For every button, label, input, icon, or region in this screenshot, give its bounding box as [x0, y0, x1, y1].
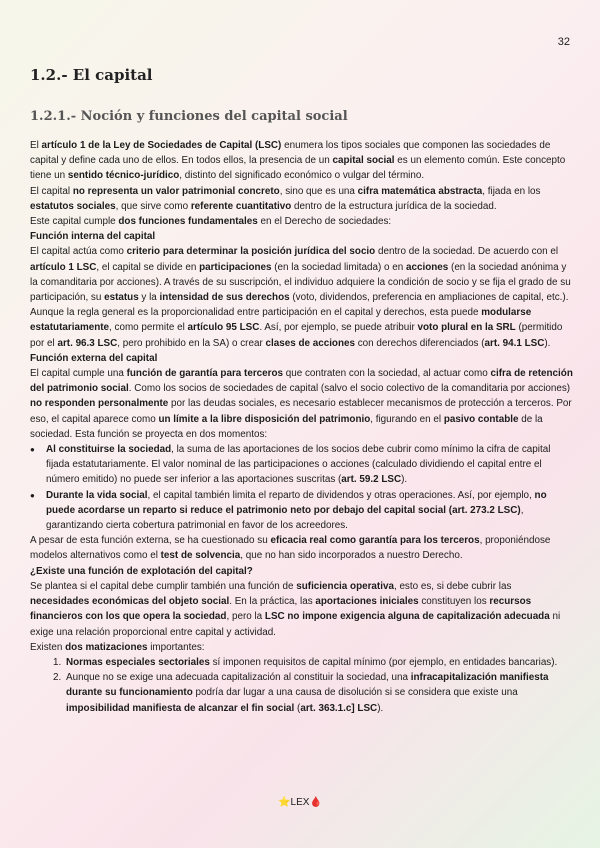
bold-text: dos funciones fundamentales	[118, 216, 258, 228]
paragraph-exploitation-2: Existen dos matizaciones importantes:	[30, 641, 205, 653]
section-title: 1.2.- El capital	[30, 66, 153, 84]
bold-text: dos matizaciones	[65, 641, 148, 653]
bold-text: voto plural en la SRL	[417, 322, 516, 334]
bold-text: Durante la vida social	[46, 489, 148, 501]
bold-text: función de garantía para terceros	[126, 368, 284, 380]
heading-internal-function: Función interna del capital	[30, 231, 156, 243]
bold-text: art. 59.2 LSC	[341, 474, 402, 486]
bold-text: recursos financieros con los que opera la sociedad	[30, 596, 532, 623]
bold-text: no puede acordarse un reparto si reduce el patrimonio neto por debajo del capital social (art. 273.2 LSC)	[46, 489, 547, 516]
page-number: 32	[557, 36, 570, 48]
bold-text: Normas especiales sectoriales	[66, 656, 210, 668]
brand-name: LEX	[290, 797, 310, 808]
paragraph-intro: El artículo 1 de la Ley de Sociedades de Capital (LSC) enumera los tipos sociales que componen las sociedades de capital y define cada uno de ellos. En todos ellos, la presencia de un capital social es un elemento común. Este concepto tiene un sentido técnico-jurídico, distinto del significado económico o vulgar del término.	[30, 140, 566, 182]
bold-text: suficiencia operativa	[296, 580, 394, 592]
numbered-item: 1. Normas especiales sectoriales sí imponen requisitos de capital mínimo (por ejemplo, en entidades bancarias).	[64, 655, 573, 670]
bold-text: modularse estatutariamente	[30, 307, 532, 334]
paragraph-definition: El capital no representa un valor patrimonial concreto, sino que es una cifra matemática abstracta, fijada en los estatutos sociales, que sirve como referente cuantitativo dentro de la estructura jurídica de la sociedad.	[30, 185, 541, 212]
bold-text: no responden personalmente	[30, 398, 169, 410]
bold-text: estatutos sociales	[30, 200, 116, 212]
star-icon: ⭐	[278, 797, 291, 808]
bold-text: imposibilidad manifiesta de alcanzar el fin social	[66, 702, 295, 714]
paragraph-external-1: El capital cumple una función de garantía para terceros que contraten con la sociedad, al actuar como cifra de retención del patrimonio social. Como los socios de sociedades de capital (salvo el socio colectivo de la comanditaria por acciones) no responden personalmente por las deudas sociales, es necesario establecer mecanismos de protección a terceros. Por eso, el capital aparece como un límite a la libre disposición del patrimonio, figurando en el pasivo contable de la sociedad. Esta función se proyecta en dos momentos:	[30, 368, 573, 440]
paragraph-functions-intro: Este capital cumple dos funciones fundamentales en el Derecho de sociedades:	[30, 216, 392, 228]
bold-text: artículo 95 LSC	[187, 322, 260, 334]
paragraph-external-2: A pesar de esta función externa, se ha cuestionado su eficacia real como garantía para los terceros, proponiéndose modelos alternativos como el test de solvencia, que no han sido incorporados a nuestro Derecho.	[30, 535, 551, 562]
heading-exploitation-function: ¿Existe una función de explotación del capital?	[30, 565, 253, 577]
paragraph-exploitation-1: Se plantea si el capital debe cumplir también una función de suficiencia operativa, esto es, si debe cubrir las necesidades económicas del objeto social. En la práctica, las aportaciones iniciales constituyen los recursos financieros con los que opera la sociedad, pero la LSC no impone exigencia alguna de capitalización adecuada ni exige una relación proporcional entre capital y actividad.	[30, 580, 561, 638]
bold-text: cifra de retención del patrimonio social	[30, 368, 573, 395]
bold-text: necesidades económicas del objeto social	[30, 596, 230, 608]
bold-text: artículo 1 de la Ley de Sociedades de Capital (LSC)	[41, 140, 282, 151]
bold-text: referente cuantitativo	[190, 200, 292, 212]
paragraph-internal-2: Aunque la regla general es la proporcionalidad entre participación en el capital y derechos, esta puede modularse estatutariamente, como permite el artículo 95 LSC. Así, por ejemplo, se puede atribuir voto plural en la SRL (permitido por el art. 96.3 LSC, pero prohibido en la SA) o crear clases de acciones con derechos diferenciados (art. 94.1 LSC).	[30, 307, 563, 349]
bold-text: eficacia real como garantía para los terceros	[270, 535, 480, 547]
bold-text: art. 363.1.c] LSC	[300, 702, 378, 714]
subsection-title: 1.2.1.- Noción y funciones del capital social	[30, 109, 348, 124]
bullet-item: ● Al constituirse la sociedad, la suma de las aportaciones de los socios debe cubrir como mínimo la cifra de capital fijada estatutariamente. El valor nominal de las participaciones o acciones (calculado dividiendo el capital entre el número emitido) no puede ser inferior a las aportaciones suscritas (art. 59.2 LSC).	[43, 442, 573, 488]
bold-text: sentido técnico-jurídico	[67, 170, 180, 182]
bold-text: un límite a la libre disposición del patrimonio	[158, 413, 371, 425]
numbered-item: 2. Aunque no se exige una adecuada capitalización al constituir la sociedad, una infracapitalización manifiesta durante su funcionamiento podría dar lugar a una causa de disolución si se considera que existe una imposibilidad manifiesta de alcanzar el fin social (art. 363.1.c] LSC).	[64, 670, 573, 716]
exploitation-numbered-list	[30, 655, 573, 716]
heading-external-function: Función externa del capital	[30, 352, 158, 364]
bold-text: pasivo contable	[443, 413, 519, 425]
document-body	[30, 138, 573, 716]
footer-brand	[0, 797, 600, 808]
bold-text: LSC no impone exigencia alguna de capitalización adecuada	[264, 611, 550, 623]
bold-text: test de solvencia	[160, 550, 241, 562]
bold-text: Al constituirse la sociedad	[46, 444, 172, 456]
bold-text: capital social	[332, 155, 395, 167]
bold-text: cifra matemática abstracta	[357, 185, 483, 197]
bold-text: intensidad de sus derechos	[159, 292, 290, 304]
bold-text: acciones	[406, 261, 449, 273]
bold-text: artículo 1 LSC	[30, 261, 97, 273]
bullet-item: ● Durante la vida social, el capital también limita el reparto de dividendos y otras operaciones. Así, por ejemplo, no puede acordarse un reparto si reduce el patrimonio neto por debajo del capital social (art. 273.2 LSC), garantizando cierta cobertura patrimonial en favor de los acreedores.	[43, 488, 573, 534]
bold-text: clases de acciones	[265, 337, 355, 349]
bold-text: participaciones	[199, 261, 272, 273]
bold-text: art. 94.1 LSC	[484, 337, 545, 349]
bold-text: infracapitalización manifiesta durante su funcionamiento	[66, 672, 549, 699]
bold-text: criterio para determinar la posición jurídica del socio	[126, 246, 376, 258]
bold-text: no representa un valor patrimonial concreto	[72, 185, 280, 197]
blood-drop-icon: 🩸	[309, 797, 322, 808]
bold-text: estatus	[104, 292, 139, 304]
bold-text: aportaciones iniciales	[315, 596, 419, 608]
paragraph-internal-1: El capital actúa como criterio para determinar la posición jurídica del socio dentro de la sociedad. De acuerdo con el artículo 1 LSC, el capital se divide en participaciones (en la sociedad limitada) o en acciones (en la sociedad anónima y la comanditaria por acciones). A través de su suscripción, el individuo adquiere la condición de socio y se fija el grado de su participación, su estatus y la intensidad de sus derechos (voto, dividendos, preferencia en ampliaciones de capital, etc.).	[30, 246, 571, 304]
bold-text: art. 96.3 LSC	[57, 337, 118, 349]
external-bullet-list	[30, 442, 573, 533]
